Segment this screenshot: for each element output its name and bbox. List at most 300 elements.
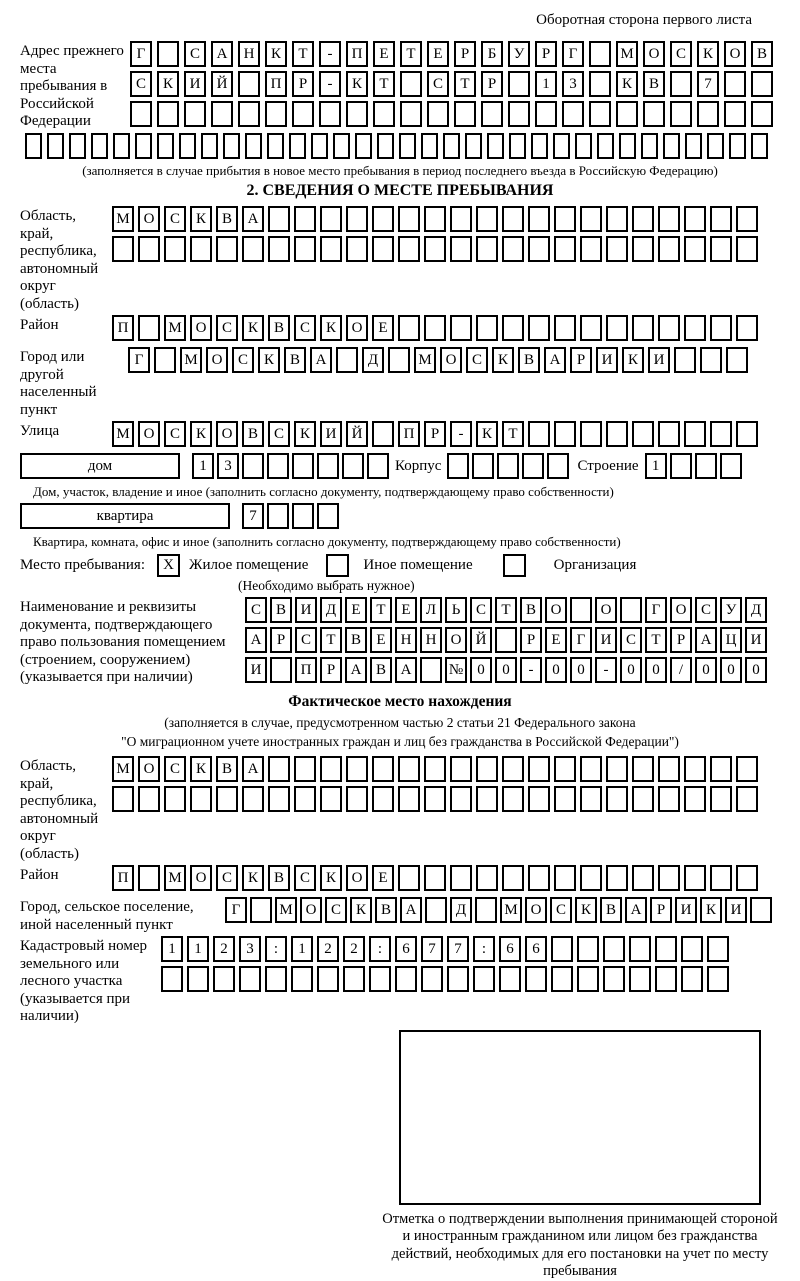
char-cell[interactable] xyxy=(398,865,420,891)
char-cell[interactable] xyxy=(684,421,706,447)
char-cell[interactable]: - xyxy=(319,71,341,97)
char-cell[interactable]: К xyxy=(190,206,212,232)
char-cell[interactable] xyxy=(580,236,602,262)
char-cell[interactable] xyxy=(447,966,469,992)
char-cell[interactable] xyxy=(658,206,680,232)
char-cell[interactable]: С xyxy=(164,756,186,782)
char-cell[interactable] xyxy=(508,71,530,97)
char-cell[interactable] xyxy=(606,865,628,891)
char-cell[interactable] xyxy=(294,236,316,262)
char-cell[interactable] xyxy=(346,101,368,127)
char-cell[interactable]: Е xyxy=(545,627,567,653)
char-cell[interactable] xyxy=(333,133,350,159)
char-cell[interactable] xyxy=(138,236,160,262)
char-cell[interactable] xyxy=(531,133,548,159)
char-cell[interactable] xyxy=(242,453,264,479)
char-cell[interactable]: А xyxy=(544,347,566,373)
char-cell[interactable] xyxy=(551,936,573,962)
char-cell[interactable] xyxy=(319,101,341,127)
char-cell[interactable] xyxy=(372,756,394,782)
char-cell[interactable] xyxy=(320,756,342,782)
char-cell[interactable] xyxy=(619,133,636,159)
char-cell[interactable] xyxy=(343,966,365,992)
char-cell[interactable] xyxy=(476,206,498,232)
char-cell[interactable] xyxy=(443,133,460,159)
char-cell[interactable]: К xyxy=(320,865,342,891)
char-cell[interactable] xyxy=(641,133,658,159)
char-cell[interactable] xyxy=(427,101,449,127)
char-cell[interactable]: О xyxy=(138,756,160,782)
char-cell[interactable] xyxy=(320,206,342,232)
char-cell[interactable] xyxy=(239,966,261,992)
char-cell[interactable]: В xyxy=(270,597,292,623)
char-cell[interactable] xyxy=(112,786,134,812)
char-cell[interactable]: П xyxy=(346,41,368,67)
char-cell[interactable]: В xyxy=(242,421,264,447)
char-cell[interactable] xyxy=(268,756,290,782)
char-cell[interactable] xyxy=(632,756,654,782)
char-cell[interactable]: Н xyxy=(238,41,260,67)
char-cell[interactable] xyxy=(245,133,262,159)
char-cell[interactable] xyxy=(268,786,290,812)
char-cell[interactable]: К xyxy=(350,897,372,923)
char-cell[interactable] xyxy=(346,756,368,782)
char-cell[interactable] xyxy=(372,421,394,447)
char-cell[interactable]: Т xyxy=(454,71,476,97)
char-cell[interactable] xyxy=(268,236,290,262)
char-cell[interactable]: О xyxy=(346,315,368,341)
char-cell[interactable]: Т xyxy=(502,421,524,447)
char-cell[interactable]: 7 xyxy=(697,71,719,97)
char-cell[interactable] xyxy=(632,315,654,341)
char-cell[interactable]: В xyxy=(375,897,397,923)
char-cell[interactable]: А xyxy=(395,657,417,683)
char-cell[interactable] xyxy=(450,865,472,891)
char-cell[interactable] xyxy=(292,453,314,479)
char-cell[interactable]: Р xyxy=(535,41,557,67)
char-cell[interactable] xyxy=(681,966,703,992)
char-cell[interactable] xyxy=(473,966,495,992)
char-cell[interactable]: 7 xyxy=(447,936,469,962)
organization-checkbox[interactable] xyxy=(503,554,526,577)
char-cell[interactable] xyxy=(450,786,472,812)
char-cell[interactable] xyxy=(497,453,519,479)
char-cell[interactable]: С xyxy=(695,597,717,623)
char-cell[interactable]: К xyxy=(492,347,514,373)
char-cell[interactable] xyxy=(291,966,313,992)
char-cell[interactable] xyxy=(632,786,654,812)
char-cell[interactable]: Т xyxy=(400,41,422,67)
char-cell[interactable]: М xyxy=(112,421,134,447)
char-cell[interactable]: Г xyxy=(562,41,584,67)
char-cell[interactable] xyxy=(265,966,287,992)
char-cell[interactable] xyxy=(580,786,602,812)
char-cell[interactable]: Ц xyxy=(720,627,742,653)
char-cell[interactable]: 7 xyxy=(421,936,443,962)
char-cell[interactable] xyxy=(377,133,394,159)
char-cell[interactable]: Е xyxy=(372,315,394,341)
char-cell[interactable]: А xyxy=(242,756,264,782)
char-cell[interactable] xyxy=(355,133,372,159)
char-cell[interactable]: 3 xyxy=(239,936,261,962)
char-cell[interactable]: В xyxy=(520,597,542,623)
char-cell[interactable] xyxy=(502,206,524,232)
char-cell[interactable] xyxy=(476,756,498,782)
char-cell[interactable] xyxy=(317,503,339,529)
char-cell[interactable] xyxy=(317,966,339,992)
char-cell[interactable] xyxy=(597,133,614,159)
char-cell[interactable] xyxy=(577,966,599,992)
char-cell[interactable] xyxy=(606,421,628,447)
char-cell[interactable] xyxy=(223,133,240,159)
char-cell[interactable] xyxy=(265,101,287,127)
char-cell[interactable] xyxy=(710,756,732,782)
char-cell[interactable] xyxy=(684,865,706,891)
char-cell[interactable] xyxy=(685,133,702,159)
char-cell[interactable] xyxy=(465,133,482,159)
char-cell[interactable]: 0 xyxy=(645,657,667,683)
char-cell[interactable] xyxy=(424,206,446,232)
char-cell[interactable] xyxy=(606,315,628,341)
char-cell[interactable]: Н xyxy=(395,627,417,653)
char-cell[interactable] xyxy=(528,865,550,891)
char-cell[interactable] xyxy=(201,133,218,159)
char-cell[interactable] xyxy=(268,206,290,232)
char-cell[interactable]: О xyxy=(724,41,746,67)
char-cell[interactable]: С xyxy=(184,41,206,67)
char-cell[interactable] xyxy=(476,236,498,262)
char-cell[interactable]: 0 xyxy=(495,657,517,683)
char-cell[interactable] xyxy=(606,206,628,232)
char-cell[interactable]: 1 xyxy=(161,936,183,962)
char-cell[interactable] xyxy=(320,786,342,812)
char-cell[interactable]: Р xyxy=(270,627,292,653)
char-cell[interactable]: С xyxy=(470,597,492,623)
char-cell[interactable] xyxy=(476,786,498,812)
char-cell[interactable] xyxy=(190,786,212,812)
char-cell[interactable]: 2 xyxy=(343,936,365,962)
char-cell[interactable]: 1 xyxy=(645,453,667,479)
char-cell[interactable]: В xyxy=(268,315,290,341)
char-cell[interactable]: К xyxy=(622,347,644,373)
char-cell[interactable] xyxy=(91,133,108,159)
char-cell[interactable] xyxy=(751,71,773,97)
char-cell[interactable] xyxy=(603,966,625,992)
char-cell[interactable] xyxy=(157,101,179,127)
char-cell[interactable]: М xyxy=(112,756,134,782)
char-cell[interactable] xyxy=(211,101,233,127)
char-cell[interactable]: М xyxy=(112,206,134,232)
char-cell[interactable]: О xyxy=(216,421,238,447)
char-cell[interactable]: С xyxy=(216,865,238,891)
char-cell[interactable] xyxy=(213,966,235,992)
char-cell[interactable]: Р xyxy=(570,347,592,373)
char-cell[interactable] xyxy=(502,236,524,262)
char-cell[interactable] xyxy=(499,966,521,992)
char-cell[interactable]: С xyxy=(294,315,316,341)
char-cell[interactable] xyxy=(135,133,152,159)
char-cell[interactable]: К xyxy=(190,421,212,447)
char-cell[interactable] xyxy=(317,453,339,479)
char-cell[interactable] xyxy=(684,315,706,341)
char-cell[interactable] xyxy=(736,786,758,812)
char-cell[interactable] xyxy=(187,966,209,992)
char-cell[interactable]: - xyxy=(319,41,341,67)
char-cell[interactable] xyxy=(700,347,722,373)
char-cell[interactable] xyxy=(424,865,446,891)
char-cell[interactable]: О xyxy=(190,865,212,891)
char-cell[interactable] xyxy=(372,206,394,232)
char-cell[interactable] xyxy=(476,315,498,341)
char-cell[interactable] xyxy=(270,657,292,683)
char-cell[interactable]: Р xyxy=(650,897,672,923)
char-cell[interactable]: Ь xyxy=(445,597,467,623)
char-cell[interactable]: 2 xyxy=(317,936,339,962)
char-cell[interactable] xyxy=(707,936,729,962)
char-cell[interactable] xyxy=(242,786,264,812)
char-cell[interactable] xyxy=(681,936,703,962)
char-cell[interactable] xyxy=(606,756,628,782)
char-cell[interactable] xyxy=(400,71,422,97)
char-cell[interactable]: № xyxy=(445,657,467,683)
char-cell[interactable] xyxy=(707,966,729,992)
char-cell[interactable]: П xyxy=(295,657,317,683)
char-cell[interactable] xyxy=(670,453,692,479)
char-cell[interactable]: К xyxy=(258,347,280,373)
char-cell[interactable]: : xyxy=(473,936,495,962)
char-cell[interactable]: М xyxy=(164,315,186,341)
char-cell[interactable] xyxy=(179,133,196,159)
char-cell[interactable] xyxy=(575,133,592,159)
char-cell[interactable]: 1 xyxy=(187,936,209,962)
char-cell[interactable]: - xyxy=(595,657,617,683)
char-cell[interactable]: С xyxy=(427,71,449,97)
char-cell[interactable]: В xyxy=(518,347,540,373)
residential-checkbox[interactable]: X xyxy=(157,554,180,577)
char-cell[interactable]: В xyxy=(600,897,622,923)
char-cell[interactable]: Б xyxy=(481,41,503,67)
char-cell[interactable] xyxy=(502,756,524,782)
char-cell[interactable]: П xyxy=(265,71,287,97)
char-cell[interactable] xyxy=(238,71,260,97)
char-cell[interactable] xyxy=(267,453,289,479)
char-cell[interactable] xyxy=(420,657,442,683)
char-cell[interactable] xyxy=(632,206,654,232)
char-cell[interactable] xyxy=(710,421,732,447)
char-cell[interactable] xyxy=(336,347,358,373)
char-cell[interactable] xyxy=(398,236,420,262)
char-cell[interactable]: Р xyxy=(424,421,446,447)
char-cell[interactable] xyxy=(580,865,602,891)
char-cell[interactable] xyxy=(372,786,394,812)
char-cell[interactable] xyxy=(750,897,772,923)
char-cell[interactable]: О xyxy=(206,347,228,373)
char-cell[interactable] xyxy=(632,865,654,891)
char-cell[interactable] xyxy=(736,756,758,782)
char-cell[interactable] xyxy=(553,133,570,159)
char-cell[interactable] xyxy=(25,133,42,159)
char-cell[interactable] xyxy=(450,236,472,262)
char-cell[interactable]: К xyxy=(294,421,316,447)
char-cell[interactable] xyxy=(425,897,447,923)
char-cell[interactable] xyxy=(724,71,746,97)
char-cell[interactable]: С xyxy=(245,597,267,623)
char-cell[interactable] xyxy=(580,421,602,447)
char-cell[interactable] xyxy=(684,206,706,232)
char-cell[interactable]: Г xyxy=(225,897,247,923)
char-cell[interactable] xyxy=(481,101,503,127)
char-cell[interactable]: О xyxy=(138,421,160,447)
char-cell[interactable]: 1 xyxy=(535,71,557,97)
char-cell[interactable]: - xyxy=(520,657,542,683)
char-cell[interactable]: Й xyxy=(346,421,368,447)
char-cell[interactable] xyxy=(346,236,368,262)
char-cell[interactable]: С xyxy=(216,315,238,341)
char-cell[interactable]: М xyxy=(275,897,297,923)
char-cell[interactable]: Г xyxy=(130,41,152,67)
char-cell[interactable]: К xyxy=(190,756,212,782)
char-cell[interactable] xyxy=(616,101,638,127)
char-cell[interactable]: А xyxy=(211,41,233,67)
char-cell[interactable] xyxy=(216,236,238,262)
char-cell[interactable]: Е xyxy=(373,41,395,67)
char-cell[interactable]: А xyxy=(625,897,647,923)
char-cell[interactable] xyxy=(684,786,706,812)
char-cell[interactable]: И xyxy=(320,421,342,447)
char-cell[interactable] xyxy=(554,865,576,891)
char-cell[interactable]: / xyxy=(670,657,692,683)
char-cell[interactable]: Т xyxy=(645,627,667,653)
char-cell[interactable] xyxy=(528,756,550,782)
char-cell[interactable]: И xyxy=(745,627,767,653)
char-cell[interactable] xyxy=(509,133,526,159)
char-cell[interactable] xyxy=(736,236,758,262)
char-cell[interactable]: С xyxy=(294,865,316,891)
char-cell[interactable] xyxy=(398,206,420,232)
char-cell[interactable] xyxy=(658,421,680,447)
char-cell[interactable]: П xyxy=(398,421,420,447)
char-cell[interactable]: К xyxy=(320,315,342,341)
char-cell[interactable] xyxy=(112,236,134,262)
char-cell[interactable] xyxy=(502,315,524,341)
char-cell[interactable]: И xyxy=(595,627,617,653)
char-cell[interactable]: П xyxy=(112,865,134,891)
char-cell[interactable]: К xyxy=(346,71,368,97)
char-cell[interactable] xyxy=(294,786,316,812)
char-cell[interactable] xyxy=(643,101,665,127)
char-cell[interactable]: Р xyxy=(520,627,542,653)
char-cell[interactable] xyxy=(130,101,152,127)
char-cell[interactable] xyxy=(476,865,498,891)
char-cell[interactable]: А xyxy=(400,897,422,923)
char-cell[interactable]: Г xyxy=(570,627,592,653)
char-cell[interactable]: Г xyxy=(645,597,667,623)
char-cell[interactable]: К xyxy=(265,41,287,67)
char-cell[interactable]: В xyxy=(345,627,367,653)
char-cell[interactable] xyxy=(472,453,494,479)
char-cell[interactable]: Р xyxy=(292,71,314,97)
char-cell[interactable]: К xyxy=(157,71,179,97)
char-cell[interactable]: 0 xyxy=(620,657,642,683)
char-cell[interactable] xyxy=(47,133,64,159)
char-cell[interactable] xyxy=(570,597,592,623)
char-cell[interactable] xyxy=(554,786,576,812)
char-cell[interactable]: К xyxy=(616,71,638,97)
char-cell[interactable]: С xyxy=(130,71,152,97)
char-cell[interactable] xyxy=(670,71,692,97)
char-cell[interactable] xyxy=(216,786,238,812)
char-cell[interactable]: 0 xyxy=(570,657,592,683)
char-cell[interactable]: Г xyxy=(128,347,150,373)
char-cell[interactable]: 3 xyxy=(562,71,584,97)
char-cell[interactable] xyxy=(547,453,569,479)
char-cell[interactable] xyxy=(670,101,692,127)
char-cell[interactable] xyxy=(551,966,573,992)
char-cell[interactable]: У xyxy=(508,41,530,67)
char-cell[interactable]: Т xyxy=(373,71,395,97)
char-cell[interactable]: Р xyxy=(481,71,503,97)
char-cell[interactable]: Н xyxy=(420,627,442,653)
char-cell[interactable]: Р xyxy=(454,41,476,67)
char-cell[interactable]: М xyxy=(616,41,638,67)
char-cell[interactable]: С xyxy=(325,897,347,923)
char-cell[interactable] xyxy=(620,597,642,623)
char-cell[interactable]: 6 xyxy=(499,936,521,962)
char-cell[interactable] xyxy=(751,101,773,127)
char-cell[interactable]: Р xyxy=(670,627,692,653)
char-cell[interactable] xyxy=(292,101,314,127)
char-cell[interactable] xyxy=(658,315,680,341)
char-cell[interactable]: К xyxy=(575,897,597,923)
char-cell[interactable] xyxy=(399,133,416,159)
char-cell[interactable] xyxy=(508,101,530,127)
char-cell[interactable]: Д xyxy=(745,597,767,623)
char-cell[interactable]: В xyxy=(370,657,392,683)
char-cell[interactable] xyxy=(726,347,748,373)
char-cell[interactable]: 0 xyxy=(545,657,567,683)
char-cell[interactable]: - xyxy=(450,421,472,447)
char-cell[interactable] xyxy=(424,315,446,341)
char-cell[interactable] xyxy=(138,865,160,891)
char-cell[interactable] xyxy=(502,786,524,812)
char-cell[interactable]: 3 xyxy=(217,453,239,479)
char-cell[interactable]: М xyxy=(500,897,522,923)
char-cell[interactable]: В xyxy=(751,41,773,67)
char-cell[interactable]: К xyxy=(697,41,719,67)
char-cell[interactable] xyxy=(138,786,160,812)
char-cell[interactable]: В xyxy=(643,71,665,97)
char-cell[interactable] xyxy=(157,133,174,159)
char-cell[interactable] xyxy=(294,756,316,782)
char-cell[interactable] xyxy=(267,133,284,159)
char-cell[interactable]: О xyxy=(595,597,617,623)
char-cell[interactable]: 0 xyxy=(745,657,767,683)
char-cell[interactable] xyxy=(342,453,364,479)
char-cell[interactable]: В xyxy=(216,756,238,782)
char-cell[interactable] xyxy=(606,786,628,812)
char-cell[interactable] xyxy=(684,236,706,262)
char-cell[interactable]: С xyxy=(164,421,186,447)
char-cell[interactable] xyxy=(720,453,742,479)
char-cell[interactable] xyxy=(395,966,417,992)
char-cell[interactable]: С xyxy=(670,41,692,67)
char-cell[interactable] xyxy=(554,756,576,782)
char-cell[interactable] xyxy=(424,786,446,812)
char-cell[interactable] xyxy=(603,936,625,962)
char-cell[interactable] xyxy=(674,347,696,373)
char-cell[interactable] xyxy=(154,347,176,373)
char-cell[interactable] xyxy=(554,421,576,447)
